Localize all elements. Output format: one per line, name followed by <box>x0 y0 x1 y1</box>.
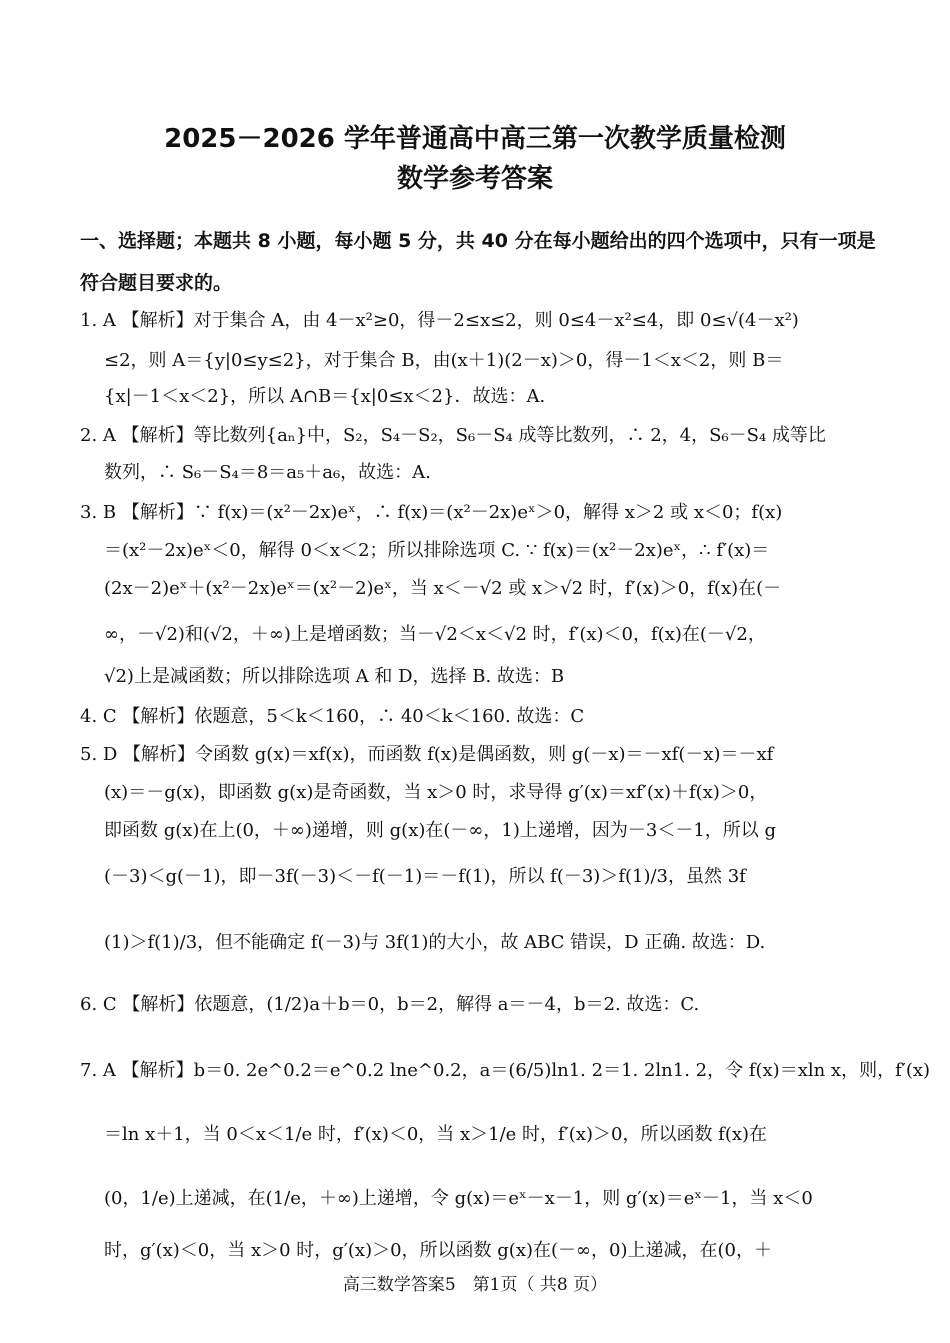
page-title: 2025－2026 学年普通高中高三第一次教学质量检测 <box>164 124 786 154</box>
text-line: (2x－2)eˣ＋(x²－2x)eˣ＝(x²－2)eˣ，当 x＜－√2 或 x＞√2 时，f′(x)＞0，f(x)在(－ <box>104 578 782 599</box>
text-line: (0，1/e)上递减，在(1/e，＋∞)上递增，令 g(x)＝eˣ－x－1，则 g′(x)＝eˣ－1，当 x＜0 <box>104 1188 813 1209</box>
text-line: (x)＝－g(x)，即函数 g(x)是奇函数，当 x＞0 时，求导得 g′(x)＝xf′(x)＋f(x)＞0， <box>104 782 768 803</box>
text-line: 数列，∴ S₆－S₄＝8＝a₅＋a₆，故选：A. <box>104 462 431 483</box>
text-line: 2. A 【解析】等比数列{aₙ}中，S₂，S₄－S₂，S₆－S₄ 成等比数列，∴ 2，4，S₆－S₄ 成等比 <box>80 425 826 446</box>
text-line: 时，g′(x)＜0，当 x＞0 时，g′(x)＞0，所以函数 g(x)在(－∞，0)上递减，在(0，＋ <box>104 1240 772 1261</box>
page-footer: 高三数学答案5 第1页（ 共8 页） <box>342 1275 608 1295</box>
text-line: 1. A 【解析】对于集合 A，由 4－x²≥0，得－2≤x≤2，则 0≤4－x²≤4，即 0≤√(4－x²) <box>80 310 799 331</box>
text-line: (－3)＜g(－1)，即－3f(－3)＜－f(－1)＝－f(1)，所以 f(－3)＞f(1)/3，虽然 3f <box>104 866 746 887</box>
text-line: 3. B 【解析】∵ f(x)＝(x²－2x)eˣ，∴ f(x)＝(x²－2x)eˣ＞0，解得 x＞2 或 x＜0；f(x) <box>80 502 783 523</box>
text-line: 即函数 g(x)在上(0，＋∞)递增，则 g(x)在(－∞，1)上递增，因为－3＜－1，所以 g <box>104 820 777 841</box>
text-line: (1)＞f(1)/3，但不能确定 f(－3)与 3f(1)的大小，故 ABC 错误，D 正确. 故选：D. <box>104 932 766 953</box>
text-line: ≤2，则 A＝{y|0≤y≤2}，对于集合 B，由(x＋1)(2－x)＞0，得－1＜x＜2，则 B＝ <box>104 350 784 371</box>
text-line: √2)上是减函数；所以排除选项 A 和 D，选择 B. 故选：B <box>104 666 565 687</box>
text-line: 4. C 【解析】依题意，5＜k＜160，∴ 40＜k＜160. 故选：C <box>80 706 585 727</box>
section-heading: 一、选择题；本题共 8 小题，每小题 5 分，共 40 分在每小题给出的四个选项中，只有一项是符合题目要求的。 <box>80 230 876 294</box>
page-subtitle: 数学参考答案 <box>396 164 553 194</box>
text-line: 7. A 【解析】b＝0. 2e^0.2＝e^0.2 lne^0.2，a＝(6/5)ln1. 2＝1. 2ln1. 2，令 f(x)＝xln x，则，f′(x) <box>80 1060 931 1081</box>
text-line: 5. D 【解析】令函数 g(x)＝xf(x)，而函数 f(x)是偶函数，则 g(－x)＝－xf(－x)＝－xf <box>80 744 774 765</box>
text-line: ＝ln x＋1，当 0＜x＜1/e 时，f′(x)＜0，当 x＞1/e 时，f′(x)＞0，所以函数 f(x)在 <box>104 1124 768 1145</box>
text-line: ＝(x²－2x)eˣ＜0，解得 0＜x＜2；所以排除选项 C. ∵ f(x)＝(x²－2x)eˣ，∴ f′(x)＝ <box>104 540 770 561</box>
text-line: {x|－1＜x＜2}，所以 A∩B＝{x|0≤x＜2}．故选：A. <box>104 386 546 407</box>
text-line: ∞，－√2)和(√2，＋∞)上是增函数；当－√2＜x＜√2 时，f′(x)＜0，f(x)在(－√2， <box>104 624 766 645</box>
text-line: 6. C 【解析】依题意，(1/2)a＋b＝0，b＝2，解得 a＝－4，b＝2. 故选：C. <box>80 994 700 1015</box>
